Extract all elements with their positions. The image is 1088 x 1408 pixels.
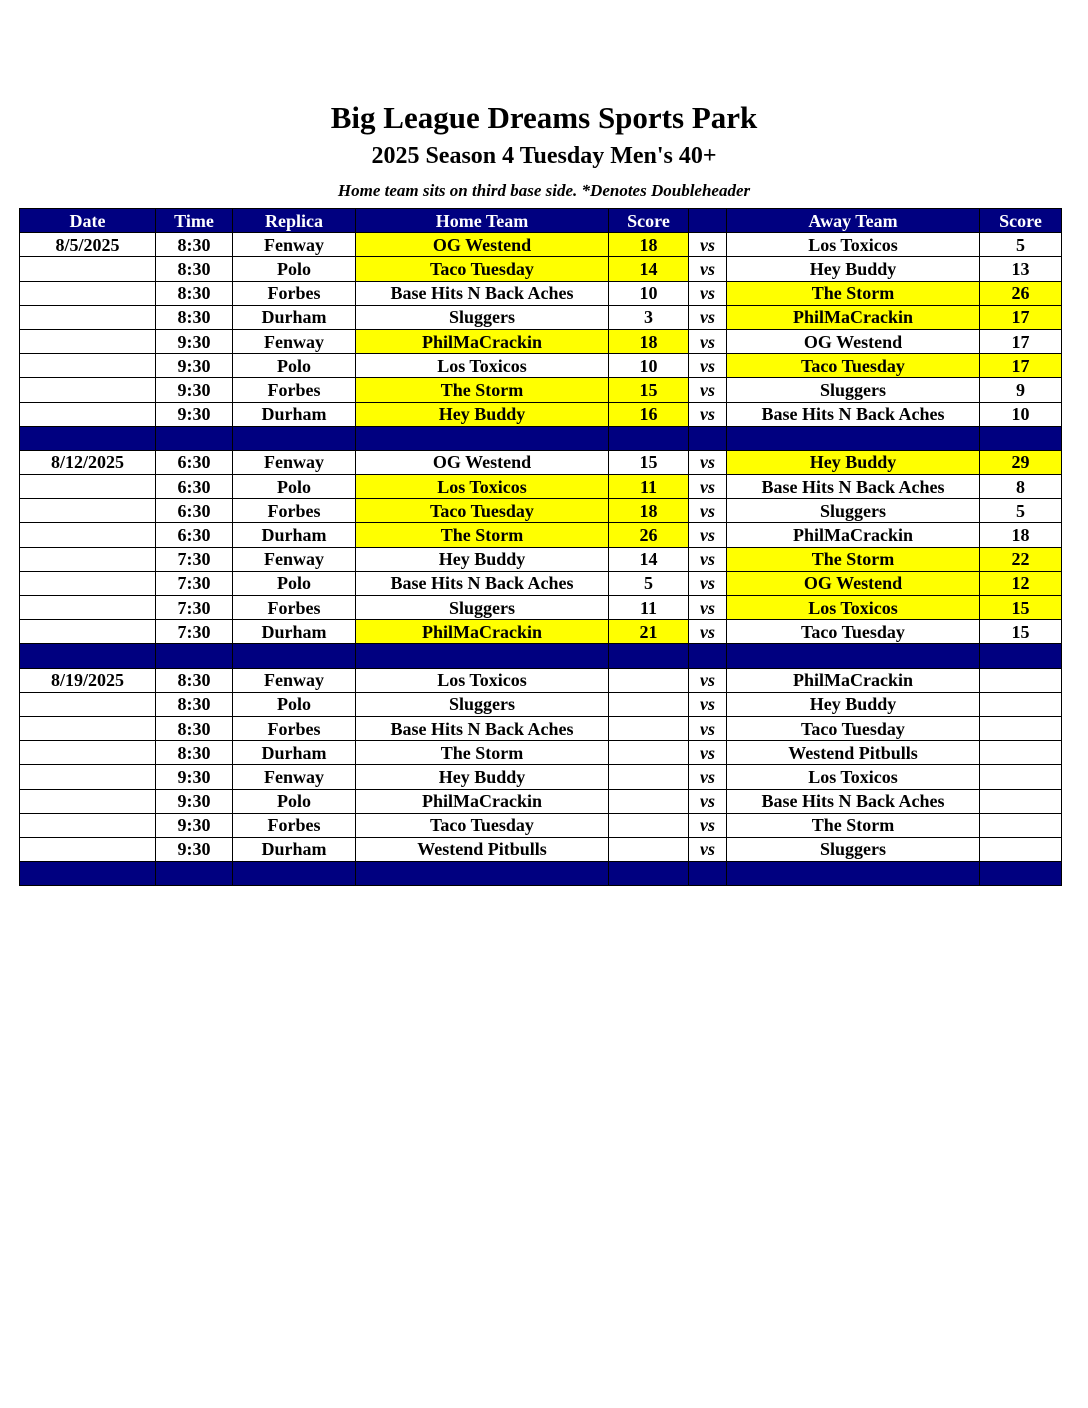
away-team-cell: The Storm <box>727 813 980 837</box>
col-header-time: Time <box>156 209 233 233</box>
game-row <box>20 716 1062 740</box>
away-team-cell: OG Westend <box>727 329 980 353</box>
home-team-cell: Taco Tuesday <box>356 813 609 837</box>
game-row <box>20 813 1062 837</box>
away-team-cell: PhilMaCrackin <box>727 305 980 329</box>
game-row <box>20 233 1062 257</box>
away-score-cell <box>980 765 1062 789</box>
time-cell: 6:30 <box>156 475 233 499</box>
game-row <box>20 378 1062 402</box>
home-team-cell: Sluggers <box>356 305 609 329</box>
replica-cell: Forbes <box>233 813 356 837</box>
game-row <box>20 450 1062 474</box>
col-header-away-team: Away Team <box>727 209 980 233</box>
header-row <box>20 209 1062 233</box>
game-row <box>20 281 1062 305</box>
replica-cell: Fenway <box>233 547 356 571</box>
game-row <box>20 596 1062 620</box>
away-team-cell: Sluggers <box>727 837 980 861</box>
away-team-cell: Taco Tuesday <box>727 716 980 740</box>
replica-cell: Forbes <box>233 281 356 305</box>
replica-cell: Forbes <box>233 378 356 402</box>
replica-cell: Forbes <box>233 499 356 523</box>
home-team-cell: OG Westend <box>356 233 609 257</box>
home-score-cell: 15 <box>609 450 689 474</box>
time-cell: 8:30 <box>156 741 233 765</box>
separator-cell <box>980 426 1062 450</box>
season-subtitle: 2025 Season 4 Tuesday Men's 40+ <box>371 143 717 169</box>
time-cell: 6:30 <box>156 499 233 523</box>
home-score-cell: 3 <box>609 305 689 329</box>
replica-cell: Polo <box>233 571 356 595</box>
vs-label: vs <box>689 499 727 523</box>
home-score-cell: 14 <box>609 547 689 571</box>
separator-cell <box>356 644 609 668</box>
vs-label: vs <box>689 789 727 813</box>
time-cell: 9:30 <box>156 789 233 813</box>
home-team-note: Home team sits on third base side. *Denotes Doubleheader <box>337 181 751 200</box>
away-team-cell: Base Hits N Back Aches <box>727 475 980 499</box>
date-cell <box>20 402 156 426</box>
col-header-replica: Replica <box>233 209 356 233</box>
away-score-cell <box>980 741 1062 765</box>
separator-cell <box>156 644 233 668</box>
time-cell: 9:30 <box>156 378 233 402</box>
home-team-cell: The Storm <box>356 741 609 765</box>
home-team-cell: Sluggers <box>356 596 609 620</box>
away-score-cell <box>980 837 1062 861</box>
time-cell: 9:30 <box>156 837 233 861</box>
separator-cell <box>156 426 233 450</box>
away-score-cell: 15 <box>980 620 1062 644</box>
date-cell <box>20 716 156 740</box>
away-team-cell: Los Toxicos <box>727 596 980 620</box>
date-cell <box>20 281 156 305</box>
separator-cell <box>980 862 1062 886</box>
game-row <box>20 257 1062 281</box>
date-cell <box>20 523 156 547</box>
game-row <box>20 402 1062 426</box>
home-team-cell: Los Toxicos <box>356 668 609 692</box>
date-cell: 8/5/2025 <box>20 233 156 257</box>
separator-cell <box>233 862 356 886</box>
away-score-cell: 17 <box>980 329 1062 353</box>
time-cell: 8:30 <box>156 716 233 740</box>
vs-label: vs <box>689 813 727 837</box>
game-row <box>20 620 1062 644</box>
date-cell <box>20 813 156 837</box>
home-score-cell: 21 <box>609 620 689 644</box>
vs-label: vs <box>689 329 727 353</box>
vs-label: vs <box>689 257 727 281</box>
replica-cell: Fenway <box>233 450 356 474</box>
home-score-cell <box>609 837 689 861</box>
away-score-cell: 22 <box>980 547 1062 571</box>
col-header-home-score: Score <box>609 209 689 233</box>
away-team-cell: Westend Pitbulls <box>727 741 980 765</box>
away-score-cell: 15 <box>980 596 1062 620</box>
away-score-cell <box>980 668 1062 692</box>
vs-label: vs <box>689 378 727 402</box>
game-row <box>20 523 1062 547</box>
date-cell <box>20 741 156 765</box>
separator-cell <box>689 426 727 450</box>
away-team-cell: Taco Tuesday <box>727 620 980 644</box>
home-team-cell: Los Toxicos <box>356 475 609 499</box>
away-score-cell <box>980 716 1062 740</box>
vs-label: vs <box>689 354 727 378</box>
date-cell <box>20 329 156 353</box>
time-cell: 6:30 <box>156 523 233 547</box>
away-score-cell: 17 <box>980 305 1062 329</box>
replica-cell: Forbes <box>233 716 356 740</box>
separator-cell <box>20 426 156 450</box>
separator-cell <box>609 644 689 668</box>
date-cell: 8/12/2025 <box>20 450 156 474</box>
replica-cell: Fenway <box>233 329 356 353</box>
date-cell <box>20 765 156 789</box>
away-team-cell: PhilMaCrackin <box>727 668 980 692</box>
home-team-cell: Taco Tuesday <box>356 499 609 523</box>
separator-cell <box>727 644 980 668</box>
date-cell: 8/19/2025 <box>20 668 156 692</box>
home-score-cell: 11 <box>609 475 689 499</box>
separator-cell <box>20 644 156 668</box>
away-score-cell: 26 <box>980 281 1062 305</box>
game-row <box>20 305 1062 329</box>
away-score-cell: 18 <box>980 523 1062 547</box>
replica-cell: Fenway <box>233 668 356 692</box>
separator-cell <box>609 862 689 886</box>
replica-cell: Polo <box>233 257 356 281</box>
game-row <box>20 765 1062 789</box>
game-row <box>20 475 1062 499</box>
home-team-cell: PhilMaCrackin <box>356 620 609 644</box>
vs-label: vs <box>689 620 727 644</box>
col-header-away-score: Score <box>980 209 1062 233</box>
date-cell <box>20 354 156 378</box>
separator-cell <box>356 862 609 886</box>
home-score-cell: 18 <box>609 329 689 353</box>
separator-cell <box>980 644 1062 668</box>
page-title: Big League Dreams Sports Park <box>330 100 758 135</box>
replica-cell: Durham <box>233 620 356 644</box>
away-score-cell: 12 <box>980 571 1062 595</box>
col-header-home-team: Home Team <box>356 209 609 233</box>
vs-label: vs <box>689 596 727 620</box>
away-score-cell: 10 <box>980 402 1062 426</box>
date-cell <box>20 789 156 813</box>
home-score-cell <box>609 668 689 692</box>
separator-cell <box>727 426 980 450</box>
home-team-cell: Westend Pitbulls <box>356 837 609 861</box>
home-team-cell: Sluggers <box>356 692 609 716</box>
vs-label: vs <box>689 668 727 692</box>
game-row <box>20 789 1062 813</box>
separator-cell <box>233 644 356 668</box>
away-team-cell: Taco Tuesday <box>727 354 980 378</box>
time-cell: 9:30 <box>156 402 233 426</box>
home-score-cell <box>609 789 689 813</box>
replica-cell: Fenway <box>233 233 356 257</box>
date-cell <box>20 547 156 571</box>
home-score-cell: 5 <box>609 571 689 595</box>
game-row <box>20 668 1062 692</box>
home-score-cell: 15 <box>609 378 689 402</box>
game-row <box>20 571 1062 595</box>
vs-label: vs <box>689 281 727 305</box>
home-score-cell: 14 <box>609 257 689 281</box>
away-team-cell: Los Toxicos <box>727 765 980 789</box>
game-row <box>20 547 1062 571</box>
home-score-cell: 16 <box>609 402 689 426</box>
replica-cell: Polo <box>233 475 356 499</box>
separator-cell <box>727 862 980 886</box>
week-separator-row <box>20 644 1062 668</box>
home-team-cell: The Storm <box>356 523 609 547</box>
home-score-cell: 10 <box>609 281 689 305</box>
home-team-cell: Taco Tuesday <box>356 257 609 281</box>
separator-cell <box>689 644 727 668</box>
replica-cell: Durham <box>233 837 356 861</box>
date-cell <box>20 378 156 402</box>
home-team-cell: PhilMaCrackin <box>356 329 609 353</box>
time-cell: 8:30 <box>156 233 233 257</box>
time-cell: 9:30 <box>156 813 233 837</box>
date-cell <box>20 257 156 281</box>
time-cell: 7:30 <box>156 620 233 644</box>
away-team-cell: Los Toxicos <box>727 233 980 257</box>
home-score-cell: 11 <box>609 596 689 620</box>
replica-cell: Polo <box>233 354 356 378</box>
away-team-cell: Hey Buddy <box>727 257 980 281</box>
home-score-cell <box>609 716 689 740</box>
game-row <box>20 499 1062 523</box>
time-cell: 7:30 <box>156 547 233 571</box>
game-row <box>20 741 1062 765</box>
separator-cell <box>356 426 609 450</box>
away-score-cell: 9 <box>980 378 1062 402</box>
game-row <box>20 692 1062 716</box>
home-team-cell: Base Hits N Back Aches <box>356 716 609 740</box>
time-cell: 8:30 <box>156 305 233 329</box>
date-cell <box>20 305 156 329</box>
time-cell: 7:30 <box>156 571 233 595</box>
home-team-cell: Base Hits N Back Aches <box>356 571 609 595</box>
away-score-cell <box>980 813 1062 837</box>
replica-cell: Forbes <box>233 596 356 620</box>
separator-cell <box>689 862 727 886</box>
home-team-cell: OG Westend <box>356 450 609 474</box>
replica-cell: Durham <box>233 305 356 329</box>
replica-cell: Durham <box>233 741 356 765</box>
away-score-cell <box>980 789 1062 813</box>
date-cell <box>20 620 156 644</box>
vs-label: vs <box>689 741 727 765</box>
away-score-cell: 5 <box>980 233 1062 257</box>
time-cell: 8:30 <box>156 692 233 716</box>
replica-cell: Durham <box>233 402 356 426</box>
away-team-cell: Sluggers <box>727 499 980 523</box>
game-row <box>20 329 1062 353</box>
replica-cell: Fenway <box>233 765 356 789</box>
vs-label: vs <box>689 547 727 571</box>
separator-cell <box>233 426 356 450</box>
vs-label: vs <box>689 837 727 861</box>
date-cell <box>20 499 156 523</box>
time-cell: 9:30 <box>156 765 233 789</box>
away-score-cell: 5 <box>980 499 1062 523</box>
away-score-cell: 29 <box>980 450 1062 474</box>
vs-label: vs <box>689 692 727 716</box>
week-separator-row <box>20 426 1062 450</box>
replica-cell: Durham <box>233 523 356 547</box>
home-score-cell <box>609 813 689 837</box>
vs-label: vs <box>689 523 727 547</box>
vs-label: vs <box>689 571 727 595</box>
home-score-cell <box>609 741 689 765</box>
vs-label: vs <box>689 305 727 329</box>
date-cell <box>20 692 156 716</box>
home-score-cell: 26 <box>609 523 689 547</box>
home-team-cell: Hey Buddy <box>356 402 609 426</box>
date-cell <box>20 837 156 861</box>
away-team-cell: Base Hits N Back Aches <box>727 789 980 813</box>
away-team-cell: Hey Buddy <box>727 450 980 474</box>
separator-cell <box>609 426 689 450</box>
separator-cell <box>20 862 156 886</box>
time-cell: 6:30 <box>156 450 233 474</box>
time-cell: 8:30 <box>156 281 233 305</box>
away-score-cell: 17 <box>980 354 1062 378</box>
away-score-cell <box>980 692 1062 716</box>
vs-label: vs <box>689 402 727 426</box>
away-team-cell: Hey Buddy <box>727 692 980 716</box>
away-score-cell: 8 <box>980 475 1062 499</box>
home-team-cell: Hey Buddy <box>356 765 609 789</box>
away-team-cell: PhilMaCrackin <box>727 523 980 547</box>
vs-label: vs <box>689 716 727 740</box>
home-score-cell: 10 <box>609 354 689 378</box>
vs-label: vs <box>689 475 727 499</box>
date-cell <box>20 475 156 499</box>
time-cell: 8:30 <box>156 257 233 281</box>
schedule-table <box>19 208 1062 886</box>
col-header-date: Date <box>20 209 156 233</box>
away-team-cell: Sluggers <box>727 378 980 402</box>
vs-label: vs <box>689 765 727 789</box>
time-cell: 8:30 <box>156 668 233 692</box>
vs-label: vs <box>689 233 727 257</box>
home-score-cell: 18 <box>609 233 689 257</box>
home-score-cell <box>609 765 689 789</box>
away-team-cell: The Storm <box>727 281 980 305</box>
away-team-cell: Base Hits N Back Aches <box>727 402 980 426</box>
date-cell <box>20 571 156 595</box>
home-team-cell: Hey Buddy <box>356 547 609 571</box>
time-cell: 9:30 <box>156 354 233 378</box>
time-cell: 7:30 <box>156 596 233 620</box>
home-team-cell: The Storm <box>356 378 609 402</box>
schedule-body <box>20 233 1062 886</box>
week-separator-row <box>20 862 1062 886</box>
replica-cell: Polo <box>233 789 356 813</box>
col-header-vs <box>689 209 727 233</box>
home-score-cell: 18 <box>609 499 689 523</box>
time-cell: 9:30 <box>156 329 233 353</box>
vs-label: vs <box>689 450 727 474</box>
separator-cell <box>156 862 233 886</box>
home-team-cell: Base Hits N Back Aches <box>356 281 609 305</box>
date-cell <box>20 596 156 620</box>
away-score-cell: 13 <box>980 257 1062 281</box>
home-team-cell: Los Toxicos <box>356 354 609 378</box>
game-row <box>20 837 1062 861</box>
home-team-cell: PhilMaCrackin <box>356 789 609 813</box>
game-row <box>20 354 1062 378</box>
replica-cell: Polo <box>233 692 356 716</box>
home-score-cell <box>609 692 689 716</box>
away-team-cell: The Storm <box>727 547 980 571</box>
away-team-cell: OG Westend <box>727 571 980 595</box>
